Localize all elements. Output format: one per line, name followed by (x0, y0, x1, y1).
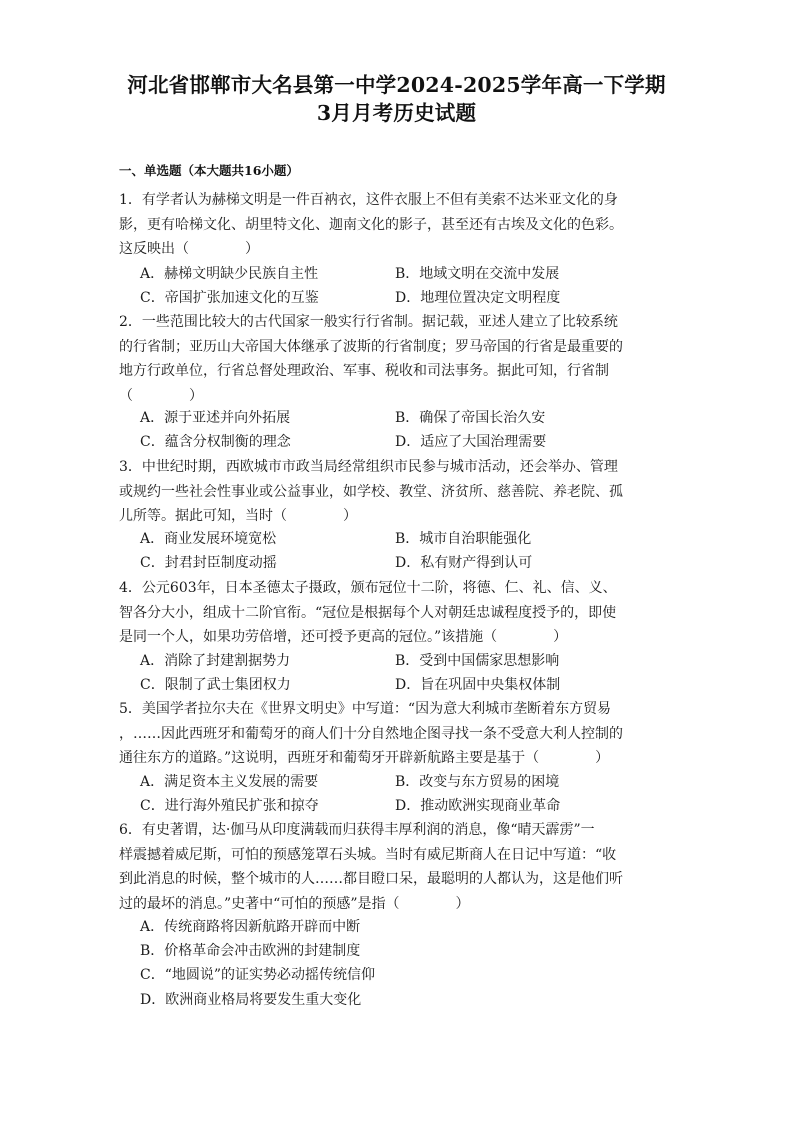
option-c: C．封君封臣制度动摇 (140, 555, 277, 572)
question-5 (119, 697, 679, 771)
option-d: D．地理位置决定文明程度 (395, 290, 561, 307)
question-1-options (140, 262, 680, 310)
question-text-line: 智各分大小，组成十二阶官衔。“冠位是根据每个人对朝廷忠诚程度授予的，即使 (119, 604, 617, 621)
option-a: A．源于亚述并向外拓展 (140, 410, 291, 426)
question-6 (119, 818, 679, 916)
option-c: C．蕴含分权制衡的理念 (140, 434, 291, 451)
option-d: D．欧洲商业格局将要发生重大变化 (140, 991, 362, 1008)
option-a: A．传统商路将因新航路开辟而中断 (140, 919, 361, 935)
option-b: B．改变与东方贸易的困境 (395, 774, 560, 790)
question-text-line: 儿所等。据此可知，当时（ ） (119, 508, 357, 524)
question-text-line: 5．美国学者拉尔夫在《世界文明史》中写道：“因为意大利城市垄断着东方贸易 (119, 701, 612, 717)
option-a: A．赫梯文明缺少民族自主性 (140, 266, 319, 282)
option-b: B．价格革命会冲击欧洲的封建制度 (140, 943, 361, 960)
exam-title-line2: 3月月考历史试题 (316, 101, 477, 125)
option-b: B．确保了帝国长治久安 (395, 410, 546, 426)
question-text-line: 影，更有哈梯文化、胡里特文化、迦南文化的影子，甚至还有古埃及文化的色彩。 (119, 216, 623, 233)
question-text-line: 地方行政单位，行省总督处理政治、军事、税收和司法事务。据此可知，行省制 (119, 363, 609, 379)
question-text-line: ，……因此西班牙和葡萄牙的商人们十分自然地企图寻找一条不受意大利人控制的 (119, 725, 623, 742)
question-1 (119, 188, 679, 262)
question-text-line: 2．一些范围比较大的古代国家一般实行行省制。据记载，亚述人建立了比较系统 (119, 314, 618, 330)
option-c: C．帝国扩张加速文化的互鉴 (140, 290, 319, 307)
question-text-line: 6．有史著谓，达·伽马从印度满载而归获得丰厚利润的消息，像“晴天霹雳”一 (119, 822, 595, 838)
question-text-line: 4．公元603年，日本圣德太子摄政，颁布冠位十二阶，将德、仁、礼、信、义、 (119, 580, 617, 596)
option-d: D．适应了大国治理需要 (395, 434, 547, 451)
question-5-options (140, 770, 680, 818)
question-text-line: 1．有学者认为赫梯文明是一件百衲衣，这件衣服上不但有美索不达米亚文化的身 (119, 192, 618, 208)
option-c: C．限制了武士集团权力 (140, 677, 291, 694)
question-4-options (140, 649, 680, 697)
question-text-line: 通往东方的道路。”这说明，西班牙和葡萄牙开辟新航路主要是基于（ ） (119, 750, 610, 766)
option-c: C．“地圆说”的证实势必动摇传统信仰 (140, 967, 376, 984)
option-d: D．私有财产得到认可 (395, 555, 533, 572)
option-c: C．进行海外殖民扩张和掠夺 (140, 798, 319, 815)
question-text-line: 样震撼着威尼斯，可怕的预感笼罩石头城。当时有威尼斯商人在日记中写道：“收 (119, 846, 617, 863)
option-b: B．受到中国儒家思想影响 (395, 653, 560, 669)
option-d: D．推动欧洲实现商业革命 (395, 798, 561, 815)
option-a: A．商业发展环境宽松 (140, 531, 277, 547)
question-text-line: （ ） (119, 387, 203, 404)
option-b: B．城市自治职能强化 (395, 531, 532, 547)
question-text-line: 过的最坏的消息。”史著中“可怕的预感”是指（ ） (119, 895, 470, 912)
exam-title-line1: 河北省邯郸市大名县第一中学2024-2025学年高一下学期 (127, 73, 666, 97)
question-2-options (140, 406, 680, 454)
question-text-line: 的行省制；亚历山大帝国大体继承了波斯的行省制度；罗马帝国的行省是最重要的 (119, 338, 623, 355)
question-6-options (140, 915, 680, 1012)
option-d: D．旨在巩固中央集权体制 (395, 677, 561, 694)
option-a: A．满足资本主义发展的需要 (140, 774, 319, 790)
question-4 (119, 576, 679, 650)
question-2 (119, 310, 679, 408)
question-3-options (140, 527, 680, 575)
question-text-line: 到此消息的时候，整个城市的人……都目瞪口呆，最聪明的人都认为，这是他们听 (119, 871, 623, 887)
question-text-line: 或规约一些社会性事业或公益事业，如学校、教堂、济贫所、慈善院、养老院、孤 (119, 483, 623, 500)
section-heading: 一、单选题（本大题共16小题） (119, 163, 299, 178)
question-3 (119, 455, 679, 529)
question-text-line: 是同一个人，如果功劳倍增，还可授予更高的冠位。”该措施（ ） (119, 629, 568, 645)
option-a: A．消除了封建割据势力 (140, 653, 291, 669)
question-text-line: 这反映出（ ） (119, 241, 259, 257)
option-b: B．地域文明在交流中发展 (395, 266, 560, 282)
question-text-line: 3．中世纪时期，西欧城市市政当局经常组织市民参与城市活动，还会举办、管理 (119, 459, 618, 475)
